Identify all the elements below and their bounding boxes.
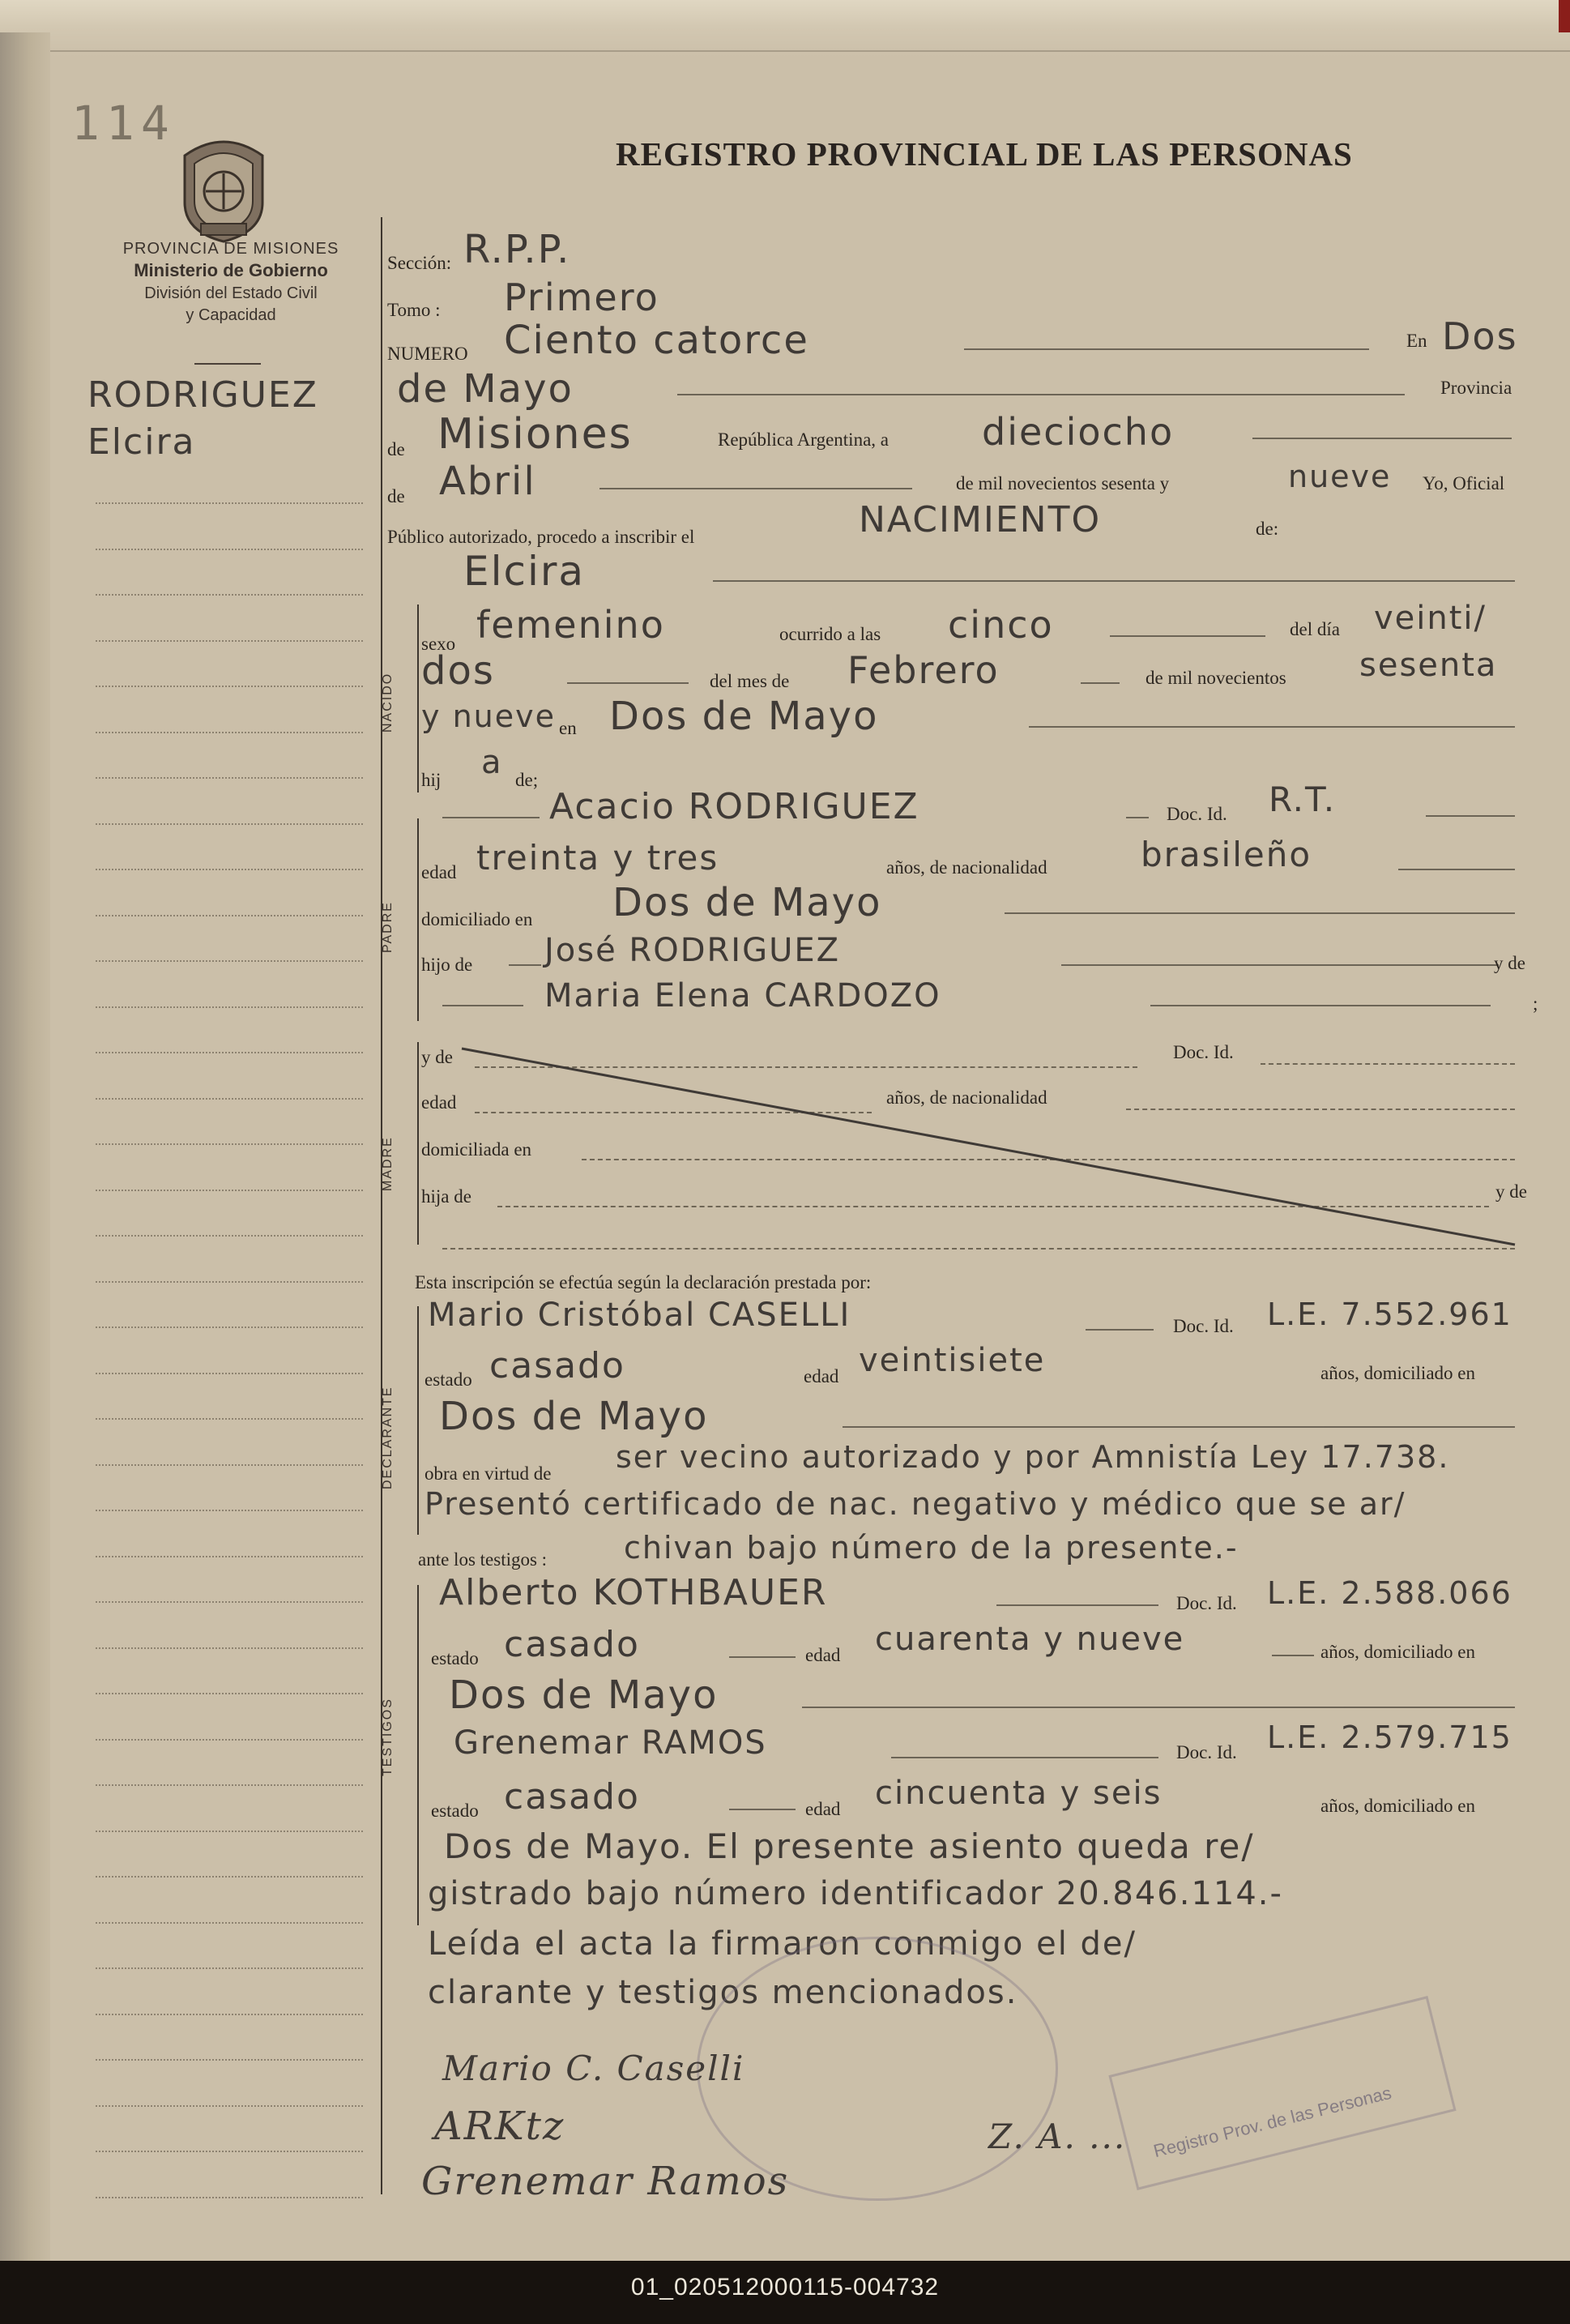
locality-fill-line <box>677 394 1405 395</box>
testigo2-estado-value: casado <box>504 1776 640 1818</box>
declarante-dom-fill <box>843 1426 1515 1428</box>
stamp-text: Registro Prov. de las Personas <box>1151 2082 1394 2162</box>
tomo-label: Tomo : <box>387 300 441 320</box>
margin-ruled-line <box>96 960 363 962</box>
dia-value-a: veinti/ <box>1374 600 1487 637</box>
fecha-dia-fill <box>1252 438 1512 439</box>
testigo1-domicilio-value: Dos de Mayo <box>449 1673 719 1718</box>
declarante-side-label: DECLARANTE <box>381 1386 395 1489</box>
margin-ruled-line <box>96 1418 363 1420</box>
padre-nombre-fill <box>1126 817 1149 818</box>
padre-nacionalidad-value: brasileño <box>1141 835 1312 874</box>
margin-ruled-line <box>96 1601 363 1603</box>
margin-ruled-line <box>96 1281 363 1283</box>
nota-line4: clarante y testigos mencionados. <box>428 1974 1018 2011</box>
republica-label: República Argentina, a <box>718 429 889 450</box>
testigo1-edad-fill <box>1272 1655 1314 1656</box>
nota-line2: gistrado bajo número identificador 20.846.114.- <box>428 1875 1283 1912</box>
testigo2-edad-value: cincuenta y seis <box>875 1775 1163 1812</box>
testigo2-estado-label: estado <box>431 1801 479 1821</box>
signature-testigo2: Grenemar Ramos <box>421 2159 790 2204</box>
testigo2-nombre-fill <box>891 1757 1158 1758</box>
testigo1-doc-value: L.E. 2.588.066 <box>1267 1575 1512 1611</box>
margin-ruled-line <box>96 2014 363 2015</box>
padre-hijo-fill-a <box>509 964 541 966</box>
margin-ruled-line <box>96 1190 363 1191</box>
padre-edad-value: treinta y tres <box>476 838 719 878</box>
padre-edad-label: edad <box>421 862 457 882</box>
testigo1-edad-value: cuarenta y nueve <box>875 1621 1185 1658</box>
hij-label: hij <box>421 770 442 790</box>
margin-ruled-line <box>96 869 363 870</box>
mes-fill <box>1081 682 1120 684</box>
numero-value: Ciento catorce <box>504 318 809 363</box>
margin-ruled-line <box>96 777 363 779</box>
inscripto-value: Elcira <box>463 548 586 595</box>
testigo2-nombre-value: Grenemar RAMOS <box>454 1724 767 1762</box>
margin-ruled-line <box>96 2105 363 2107</box>
margin-ruled-line <box>96 502 363 504</box>
anio-value-b: y nueve <box>421 698 556 734</box>
padre-doc-value: R.T. <box>1269 780 1337 819</box>
province-crest-icon <box>177 128 271 243</box>
madre-edad-label: edad <box>421 1092 457 1113</box>
lugar-value: Dos de Mayo <box>609 694 879 739</box>
padre-nac-fill <box>1398 869 1515 870</box>
testigo1-estado-value: casado <box>504 1624 640 1665</box>
inscripto-fill <box>713 580 1515 582</box>
margin-ruled-line <box>96 915 363 916</box>
testigo1-estado-label: estado <box>431 1648 479 1668</box>
fecha-mes-fill <box>599 488 912 489</box>
fecha-dia-value: dieciocho <box>982 410 1175 454</box>
padre-hijo-fill-b <box>1061 964 1499 966</box>
margin-ruled-line <box>96 1967 363 1969</box>
testigo2-doc-value: L.E. 2.579.715 <box>1267 1720 1512 1755</box>
lugar-en-label: en <box>559 718 577 738</box>
padre-madre-fill-b <box>1150 1005 1491 1006</box>
padre-side-label: PADRE <box>381 901 395 953</box>
padre-madre-de-value: Maria Elena CARDOZO <box>544 977 941 1015</box>
en-label: En <box>1406 331 1427 351</box>
sexo-label: sexo <box>421 634 456 654</box>
lugar-fill <box>1029 726 1515 728</box>
provincia-value: Misiones <box>437 410 633 459</box>
org-ministry: Ministerio de Gobierno <box>134 260 328 280</box>
testigo2-estado-fill <box>729 1809 796 1810</box>
page-binding-edge <box>0 32 50 2261</box>
numero-fill-line <box>964 348 1369 350</box>
org-province: PROVINCIA DE MISIONES <box>122 240 339 258</box>
margin-ruled-line <box>96 732 363 733</box>
provincia-label: Provincia <box>1440 378 1512 398</box>
declarante-domicilio-value: Dos de Mayo <box>439 1394 709 1439</box>
signature-oficial: Z. A. ... <box>988 2117 1127 2156</box>
margin-ruled-line <box>96 1510 363 1511</box>
testigos-ante-label: ante los testigos : <box>418 1549 548 1570</box>
margin-ruled-line <box>96 1831 363 1832</box>
ocurrido-label: ocurrido a las <box>779 624 881 644</box>
numero-label: NUMERO <box>387 344 468 364</box>
de-label: de <box>387 439 405 459</box>
testigo1-nombre-value: Alberto KOTHBAUER <box>439 1572 828 1613</box>
padre-dom-fill <box>1005 912 1515 914</box>
padre-madre-fill-a <box>442 1005 523 1006</box>
next-page-edge <box>1559 0 1570 32</box>
madre-last-line <box>442 1248 1515 1250</box>
padre-padre-de-value: José RODRIGUEZ <box>544 932 841 969</box>
declarante-edad-value: veintisiete <box>859 1342 1046 1379</box>
declarante-estado-value: casado <box>489 1345 625 1386</box>
padre-dom-label: domiciliado en <box>421 909 533 929</box>
anio-value-a: sesenta <box>1359 647 1498 684</box>
testigos-side-label: TESTIGOS <box>381 1698 395 1776</box>
testigo2-doc-label: Doc. Id. <box>1176 1742 1237 1762</box>
margin-ruled-line <box>96 1052 363 1053</box>
testigo2-edad-label: edad <box>805 1799 841 1819</box>
madre-yde2-label: y de <box>1495 1181 1527 1202</box>
locality-value: de Mayo <box>397 366 574 412</box>
declarante-obra-line3: chivan bajo número de la presente.- <box>624 1530 1239 1566</box>
org-division: División del Estado Civil <box>144 284 318 302</box>
margin-ruled-line <box>96 1556 363 1557</box>
declarante-nombre-fill <box>1086 1329 1154 1331</box>
signature-declarante: Mario C. Caselli <box>442 2048 745 2088</box>
page-number: 114 <box>71 96 176 151</box>
signature-testigo1: ARKtz <box>434 2104 565 2149</box>
nacido-side-label: NACIDO <box>381 672 395 733</box>
padre-doc-fill <box>1426 815 1515 817</box>
margin-ruled-line <box>96 823 363 825</box>
margin-separator <box>381 217 382 2194</box>
declarante-intro: Esta inscripción se efectúa según la declaración prestada por: <box>415 1272 872 1292</box>
mes-value: Febrero <box>847 648 1000 692</box>
declarante-obra-label: obra en virtud de <box>424 1463 552 1484</box>
hij-de-label: de; <box>515 770 539 790</box>
testigo1-edad-label: edad <box>805 1645 841 1665</box>
declarante-nombre-value: Mario Cristóbal CASELLI <box>428 1297 851 1334</box>
padre-nac-label: años, de nacionalidad <box>886 857 1047 878</box>
acto-value: NACIMIENTO <box>859 499 1102 540</box>
testigo2-domicilio-value: Dos de Mayo. El presente asiento queda re/ <box>444 1826 1255 1866</box>
hij-value: a <box>481 744 503 781</box>
margin-ruled-line <box>96 2059 363 2061</box>
margin-ruled-line <box>96 1922 363 1924</box>
page-top-edge <box>0 0 1570 57</box>
margin-ruled-line <box>96 1739 363 1741</box>
publico-label: Público autorizado, procedo a inscribir el <box>387 527 695 547</box>
en-value: Dos <box>1442 314 1518 358</box>
sexo-value: femenino <box>476 603 665 647</box>
margin-ruled-line <box>96 1693 363 1694</box>
padre-semicolon: ; <box>1533 993 1538 1014</box>
seccion-label: Sección: <box>387 253 452 273</box>
declarante-obra-line2: Presentó certificado de nac. negativo y médico que se ar/ <box>424 1486 1406 1522</box>
margin-ruled-line <box>96 549 363 550</box>
hora-fill <box>1110 635 1265 637</box>
issuing-office <box>81 240 381 325</box>
dia-fill <box>567 682 689 684</box>
padre-doc-label: Doc. Id. <box>1167 804 1227 824</box>
page-title: REGISTRO PROVINCIAL DE LAS PERSONAS <box>616 135 1353 173</box>
madre-side-label: MADRE <box>381 1136 395 1191</box>
anio-label: de mil novecientos sesenta y <box>956 473 1170 493</box>
nota-line3: Leída el acta la firmaron conmigo el de/ <box>428 1925 1137 1963</box>
padre-lead-fill <box>442 817 540 818</box>
margin-ruled-line <box>96 1876 363 1878</box>
margin-ruled-line <box>96 2151 363 2152</box>
madre-cross-out-mark <box>454 1045 1523 1248</box>
testigo1-dom-label: años, domiciliado en <box>1320 1642 1475 1662</box>
de3-label: de: <box>1256 519 1279 539</box>
margin-ruled-line <box>96 1143 363 1145</box>
mes-label: del mes de <box>710 671 790 691</box>
margin-ruled-line <box>96 640 363 642</box>
madre-doc-label: Doc. Id. <box>1173 1042 1234 1062</box>
madre-yde-label: y de <box>421 1047 453 1067</box>
dia-value-b: dos <box>421 648 495 694</box>
testigo2-dom-label: años, domiciliado en <box>1320 1796 1475 1816</box>
de2-label: de <box>387 486 405 506</box>
org-divider <box>194 363 261 365</box>
madre-nac-label: años, de nacionalidad <box>886 1087 1047 1108</box>
declarante-edad-label: edad <box>804 1366 839 1386</box>
margin-ruled-line <box>96 1647 363 1649</box>
oficial-label: Yo, Oficial <box>1423 473 1505 493</box>
margin-ruled-line <box>96 1784 363 1786</box>
anio-label-nac: de mil novecientos <box>1146 668 1286 688</box>
margin-ruled-line <box>96 1326 363 1328</box>
testigo1-nombre-fill <box>996 1604 1158 1606</box>
margin-surname: RODRIGUEZ <box>87 374 318 416</box>
padre-yde-label: y de <box>1494 953 1525 973</box>
margin-ruled-line <box>96 686 363 687</box>
fecha-anio-value: nueve <box>1288 459 1392 494</box>
margin-ruled-line <box>96 1235 363 1237</box>
testigo1-dom-fill <box>802 1707 1515 1708</box>
fecha-mes-value: Abril <box>439 459 536 504</box>
testigo1-estado-fill <box>729 1656 796 1658</box>
declarante-dom-label: años, domiciliado en <box>1320 1363 1475 1383</box>
org-capacity: y Capacidad <box>186 306 276 324</box>
madre-dom-label: domiciliada en <box>421 1139 532 1160</box>
declarante-estado-label: estado <box>424 1369 472 1390</box>
declarante-doc-value: L.E. 7.552.961 <box>1267 1297 1512 1332</box>
dia-label: del día <box>1290 619 1340 639</box>
padre-nombre-value: Acacio RODRIGUEZ <box>549 786 919 827</box>
padre-domicilio-value: Dos de Mayo <box>612 880 882 925</box>
margin-ruled-line <box>96 1373 363 1374</box>
margin-ruled-line <box>96 1098 363 1100</box>
margin-ruled-line <box>96 594 363 596</box>
scan-file-id: 01_020512000115-004732 <box>630 2274 940 2301</box>
margin-ruled-line <box>96 1464 363 1466</box>
declarante-doc-label: Doc. Id. <box>1173 1316 1234 1336</box>
declarante-obra-line1: ser vecino autorizado y por Amnistía Ley 17.738. <box>616 1439 1450 1475</box>
declarante-bracket <box>417 1306 422 1535</box>
testigos-bracket <box>417 1585 422 1925</box>
margin-given-name: Elcira <box>87 421 196 463</box>
margin-ruled-line <box>96 2197 363 2198</box>
page-border-line <box>50 50 1570 52</box>
seccion-value: R.P.P. <box>463 227 571 272</box>
margin-ruled-line <box>96 1006 363 1008</box>
official-rect-stamp <box>1108 1996 1456 2190</box>
tomo-value: Primero <box>504 276 659 319</box>
padre-hijo-label: hijo de <box>421 955 473 975</box>
hora-value: cinco <box>948 603 1054 647</box>
madre-hija-label: hija de <box>421 1186 471 1207</box>
testigo1-doc-label: Doc. Id. <box>1176 1593 1237 1613</box>
